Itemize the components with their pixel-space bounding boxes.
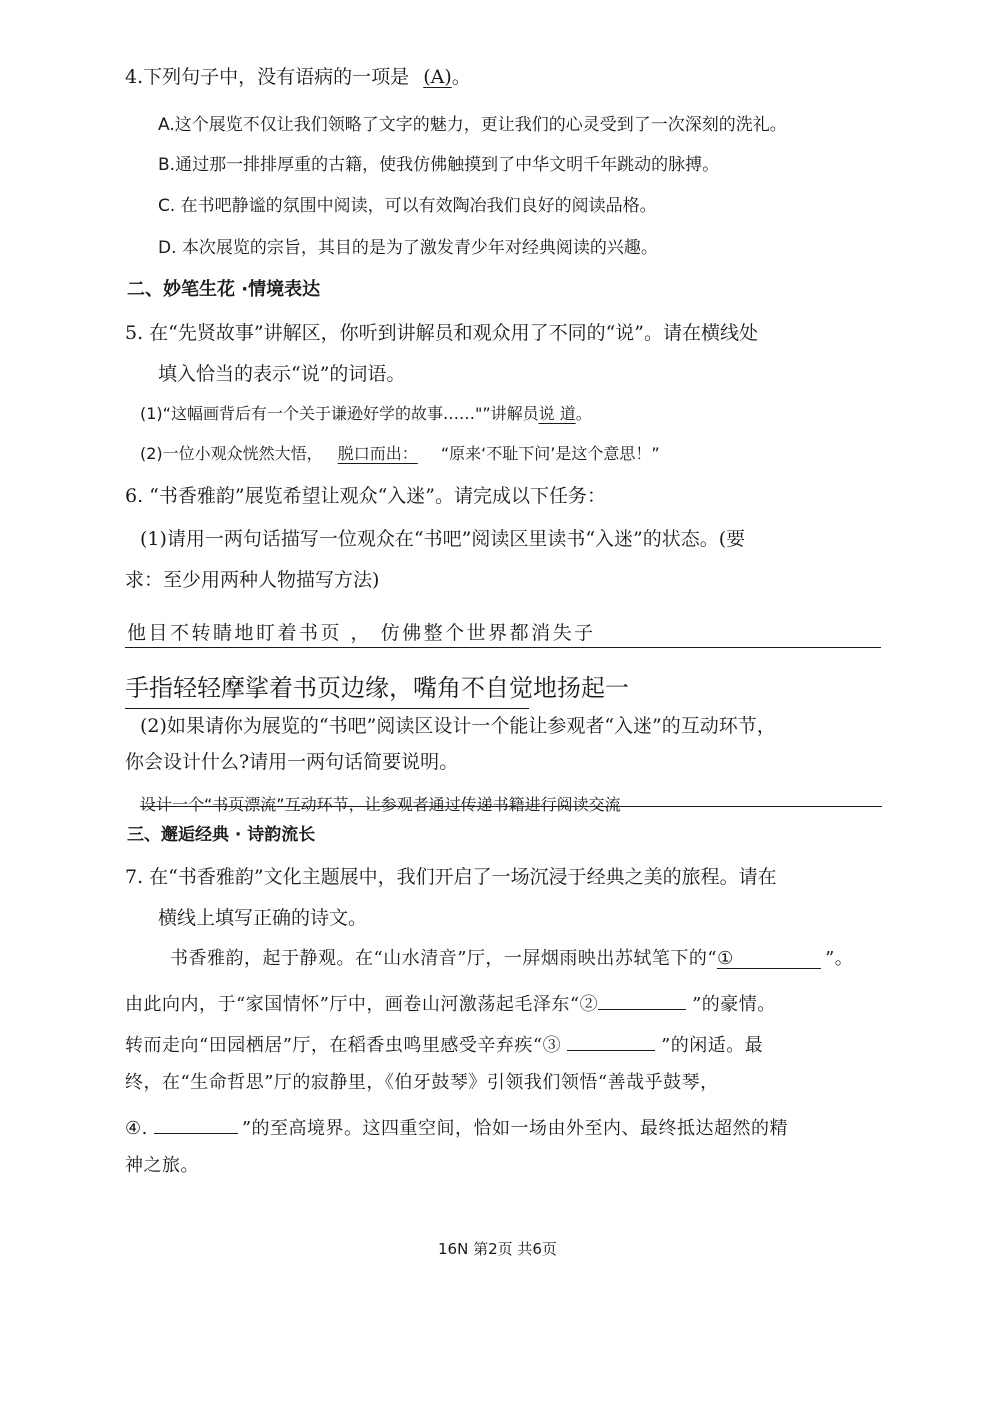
blank-2-number: ② [579,994,599,1015]
blank-3-number: ③ [542,1035,562,1056]
blank-1-number: ① [717,948,734,969]
answer-line-2 [125,708,529,709]
q6-answer1-line1: 他目不转睛地盯着书页 ， 仿佛整个世界都消失子 [127,622,596,644]
q4-stem-text: 4.下列句子中，没有语病的一项是 [125,66,410,88]
q7-p1-text: 书香雅韵，起于静观。在“山水清音”厅，一屏烟雨映出苏轼笔下的“ [170,948,718,969]
q4-answer: (A) [423,66,452,88]
q6-answer2: 设计一个“书页漂流”互动环节，让参观者通过传递书籍进行阅读交流 [140,795,621,814]
section-3-title: 三、邂逅经典 · 诗韵流长 [127,825,316,845]
q7-passage-line4: 终，在“生命哲思”厅的寂静里，《伯牙鼓琴》引领我们领悟“善哉乎鼓琴， [125,1072,719,1093]
q6-sub1-line1: (1)请用一两句话描写一位观众在“书吧”阅读区里读书“入迷”的状态。(要 [140,528,746,550]
q4-option-a: A.这个展览不仅让我们领略了文字的魅力，更让我们的心灵受到了一次深刻的洗礼。 [158,115,787,135]
q6-sub1-line2: 求：至少用两种人物描写方法) [125,569,380,591]
q5-sub1-text: (1)“这幅画背后有一个关于谦逊好学的故事……"”讲解员 [140,404,539,423]
q4-option-d: D. 本次展览的宗旨，其目的是为了激发青少年对经典阅读的兴趣。 [158,238,658,258]
poem-blank-3[interactable] [567,1032,655,1051]
poem-blank-2[interactable] [598,991,686,1010]
section-2-title: 二、妙笔生花 ·情境表达 [127,279,321,300]
blank-4-number: ④. [125,1118,148,1139]
q5-sub1-suffix: 。 [575,404,592,423]
q7-p3-text: 转而走向“田园栖居”厅，在稻香虫鸣里感受辛弃疾“ [125,1035,543,1056]
q5-sub2-quote: “原来‘不耻下问’是这个意思！” [440,444,660,463]
q5-sub2-text: (2)一位小观众恍然大悟， [140,444,323,463]
q7-passage-line3 [125,1032,763,1055]
q5-stem-line1: 5. 在“先贤故事”讲解区，你听到讲解员和观众用了不同的“说”。请在横线处 [125,322,759,344]
q5-sub1-answer: 说 道 [538,404,576,423]
q7-passage-line5 [125,1115,788,1138]
q6-answer1-line2: 手指轻轻摩挲着书页边缘，嘴角不自觉地扬起一 [125,674,629,702]
q7-passage-line1 [170,950,853,969]
q7-p2-end: ”的豪情。 [692,994,776,1015]
q7-stem-line2: 横线上填写正确的诗文。 [158,907,368,929]
q6-sub2-line1: (2)如果请你为展览的“书吧”阅读区设计一个能让参观者“入迷”的互动环节， [140,715,776,737]
q7-passage-line6: 神之旅。 [125,1155,199,1176]
poem-blank-4[interactable] [154,1115,238,1134]
q5-sub1 [140,406,592,422]
answer-line-1 [125,647,881,648]
answer-line-3 [140,806,882,807]
q6-stem: 6. “书香雅韵”展览希望让观众“入迷”。请完成以下任务： [125,485,607,507]
q7-p2-text: 由此向内，于“家国情怀”厅中，画卷山河激荡起毛泽东“ [125,994,580,1015]
q4-stem [125,68,471,87]
q7-p3-end: ”的闲适。最 [661,1035,764,1056]
page-footer: 16N 第2页 共6页 [438,1240,557,1258]
q7-passage-line2 [125,991,776,1014]
q5-sub2-answer: 脱口而出： [337,444,418,463]
poem-blank-1[interactable] [717,950,821,969]
q5-stem-line2: 填入恰当的表示“说”的词语。 [158,363,406,385]
q4-stem-suffix: 。 [451,66,471,88]
q4-option-b: B.通过那一排排厚重的古籍，使我仿佛触摸到了中华文明千年跳动的脉搏。 [158,155,720,175]
q7-stem-line1: 7. 在“书香雅韵”文化主题展中，我们开启了一场沉浸于经典之美的旅程。请在 [125,866,777,888]
q4-option-c: C. 在书吧静谧的氛围中阅读，可以有效陶冶我们良好的阅读品格。 [158,196,657,216]
q7-p1-end: ”。 [825,948,854,969]
q5-sub2 [140,446,660,462]
q7-p5-end: ”的至高境界。这四重空间，恰如一场由外至内、最终抵达超然的精 [241,1118,789,1139]
q6-sub2-line2: 你会设计什么?请用一两句话简要说明。 [125,751,459,773]
